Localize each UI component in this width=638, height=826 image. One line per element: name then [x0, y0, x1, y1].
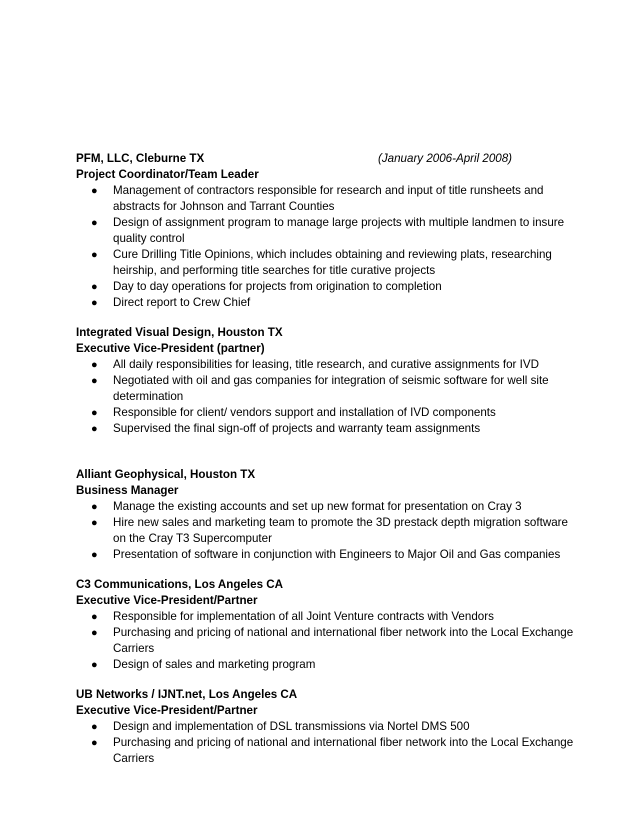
job-dates: (January 2006-April 2008) [378, 152, 513, 165]
list-item-text: Responsible for client/ vendors support and installation of IVD components [113, 406, 496, 419]
list-item-text: Supervised the final sign-off of projects and warranty team assignments [113, 422, 481, 435]
bullet-icon: ● [91, 423, 98, 435]
bullet-icon: ● [91, 721, 98, 733]
list-item-text: Responsible for implementation of all Joint Venture contracts with Vendors [113, 610, 494, 623]
list-item-text: Design of sales and marketing program [113, 658, 316, 671]
list-item-text: Purchasing and pricing of national and international fiber network into the Local Exchange Carriers [113, 626, 574, 655]
job-header [76, 577, 576, 593]
list-item-text: Negotiated with oil and gas companies for integration of seismic software for well site determination [113, 374, 549, 403]
list-item [76, 625, 576, 657]
job-title: Executive Vice-President/Partner [76, 594, 258, 607]
list-item [76, 499, 576, 515]
list-item [76, 295, 576, 311]
bullet-icon: ● [91, 249, 98, 261]
bullet-icon: ● [91, 375, 98, 387]
job-header [76, 687, 576, 703]
job-header [76, 151, 576, 167]
job-header [76, 325, 576, 341]
bullet-icon: ● [91, 185, 98, 197]
job-title: Executive Vice-President (partner) [76, 342, 265, 355]
job-entry [76, 687, 576, 767]
section-spacer [76, 437, 576, 467]
job-header [76, 467, 576, 483]
bullet-icon: ● [91, 407, 98, 419]
bullet-icon: ● [91, 297, 98, 309]
list-item [76, 735, 576, 767]
responsibility-list [76, 499, 576, 563]
list-item [76, 719, 576, 735]
list-item-text: Hire new sales and marketing team to promote the 3D prestack depth migration software on the Cray T3 Supercomputer [113, 516, 568, 545]
job-title: Business Manager [76, 484, 179, 497]
list-item [76, 547, 576, 563]
list-item-text: Day to day operations for projects from origination to completion [113, 280, 442, 293]
list-item [76, 373, 576, 405]
company-name: C3 Communications, Los Angeles CA [76, 578, 284, 591]
company-name: Integrated Visual Design, Houston TX [76, 326, 283, 339]
section-spacer [76, 563, 576, 577]
section-spacer [76, 673, 576, 687]
bullet-icon: ● [91, 659, 98, 671]
list-item [76, 421, 576, 437]
bullet-icon: ● [91, 737, 98, 749]
list-item-text: Purchasing and pricing of national and international fiber network into the Local Exchange Carriers [113, 736, 574, 765]
list-item-text: Design of assignment program to manage large projects with multiple landmen to insure quality control [113, 216, 565, 245]
bullet-icon: ● [91, 359, 98, 371]
list-item-text: Direct report to Crew Chief [113, 296, 251, 309]
job-entry [76, 151, 576, 311]
list-item-text: All daily responsibilities for leasing, title research, and curative assignments for IVD [113, 358, 539, 371]
responsibility-list [76, 609, 576, 673]
bullet-icon: ● [91, 501, 98, 513]
list-item-text: Cure Drilling Title Opinions, which includes obtaining and reviewing plats, researching heirship, and performing title searches for title curative projects [113, 248, 552, 277]
list-item-text: Manage the existing accounts and set up new format for presentation on Cray 3 [113, 500, 522, 513]
section-spacer [76, 311, 576, 325]
resume-page [76, 151, 576, 767]
company-name: PFM, LLC, Cleburne TX [76, 152, 205, 165]
list-item [76, 515, 576, 547]
bullet-icon: ● [91, 217, 98, 229]
list-item [76, 215, 576, 247]
list-item-text: Design and implementation of DSL transmissions via Nortel DMS 500 [113, 720, 470, 733]
list-item [76, 657, 576, 673]
company-name: UB Networks / IJNT.net, Los Angeles CA [76, 688, 298, 701]
list-item-text: Presentation of software in conjunction with Engineers to Major Oil and Gas companies [113, 548, 561, 561]
list-item-text: Management of contractors responsible for research and input of title runsheets and abstracts for Johnson and Tarrant Counties [113, 184, 544, 213]
responsibility-list [76, 719, 576, 767]
list-item [76, 279, 576, 295]
bullet-icon: ● [91, 549, 98, 561]
list-item [76, 609, 576, 625]
list-item [76, 357, 576, 373]
job-entry [76, 467, 576, 563]
responsibility-list [76, 357, 576, 437]
list-item [76, 183, 576, 215]
job-entry [76, 325, 576, 437]
job-title: Project Coordinator/Team Leader [76, 168, 259, 181]
bullet-icon: ● [91, 281, 98, 293]
list-item [76, 247, 576, 279]
job-entry [76, 577, 576, 673]
company-name: Alliant Geophysical, Houston TX [76, 468, 256, 481]
responsibility-list [76, 183, 576, 311]
list-item [76, 405, 576, 421]
bullet-icon: ● [91, 517, 98, 529]
job-title: Executive Vice-President/Partner [76, 704, 258, 717]
bullet-icon: ● [91, 627, 98, 639]
bullet-icon: ● [91, 611, 98, 623]
